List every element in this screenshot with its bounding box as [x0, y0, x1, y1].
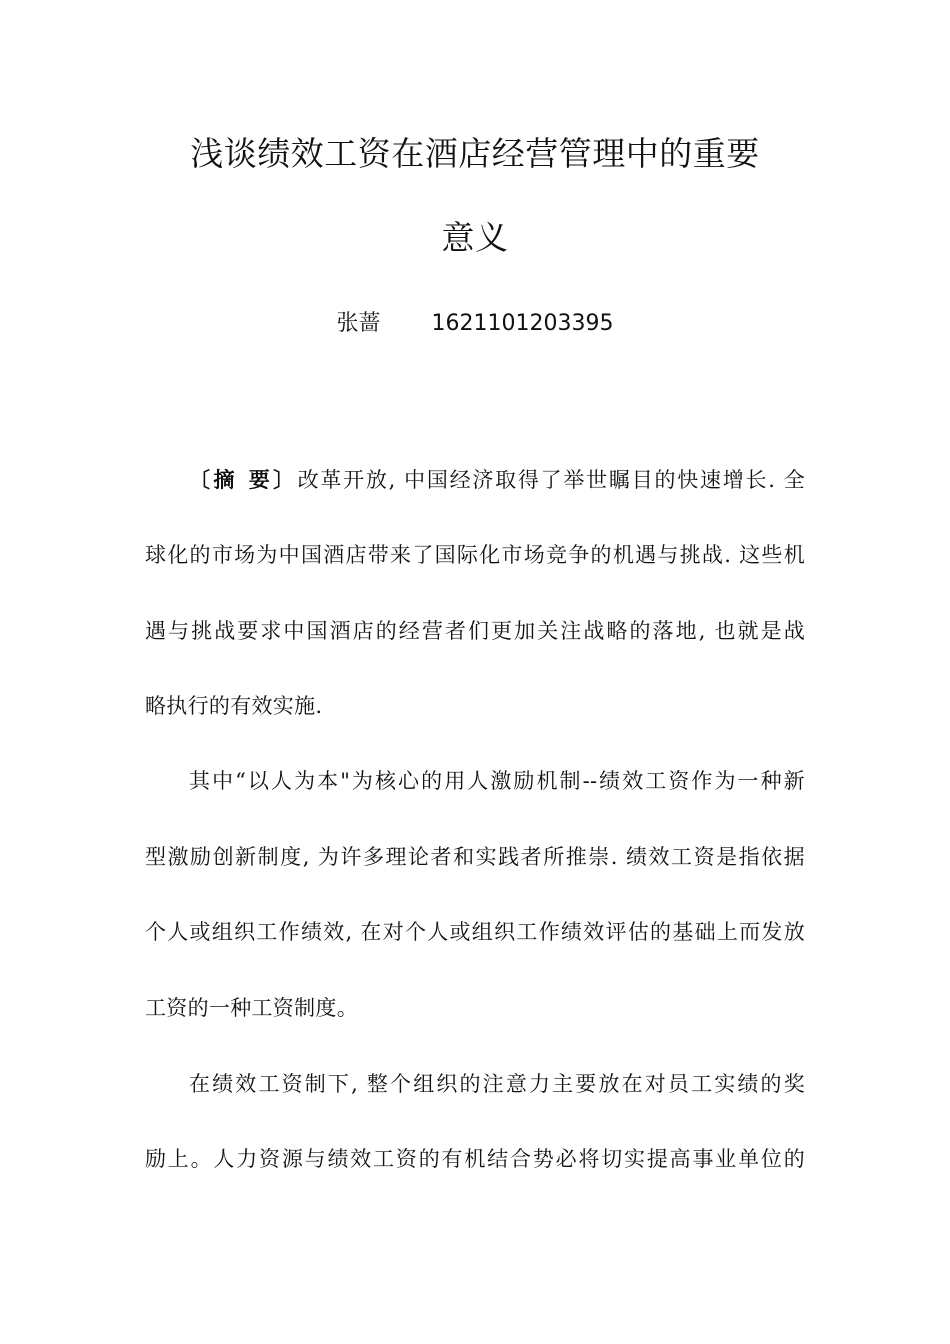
- abstract-line-4: 略执行的有效实施.: [145, 694, 323, 718]
- abstract-line-1: [189, 466, 805, 494]
- paragraph3-line-1: 在绩效工资制下, 整个组织的注意力主要放在对员工实绩的奖: [189, 1072, 805, 1096]
- document-title-line-2: 意义: [441, 218, 509, 257]
- paragraph2-line-1: 其中“以人为本"为核心的用人激励机制--绩效工资作为一种新: [189, 769, 805, 793]
- document-title-line-1: 浅谈绩效工资在酒店经营管理中的重要: [190, 134, 760, 173]
- paragraph2-line-4: 工资的一种工资制度。: [145, 996, 358, 1020]
- paragraph2-line-2: 型激励创新制度, 为许多理论者和实践者所推崇. 绩效工资是指依据: [145, 845, 805, 869]
- abstract-line-3: 遇与挑战要求中国酒店的经营者们更加关注战略的落地, 也就是战: [145, 619, 805, 643]
- abstract-line-2: 球化的市场为中国酒店带来了国际化市场竞争的机遇与挑战. 这些机: [145, 543, 805, 567]
- author-line: [0, 310, 950, 338]
- abstract-label: 〔摘 要〕: [189, 467, 298, 492]
- paragraph3-line-2: 励上。人力资源与绩效工资的有机结合势必将切实提高事业单位的: [145, 1147, 805, 1171]
- student-id: 1621101203395: [431, 311, 614, 336]
- abstract-line-1-text: 改革开放, 中国经济取得了举世瞩目的快速增长. 全: [297, 468, 805, 492]
- author-name: 张蔷: [336, 311, 381, 336]
- paragraph2-line-3: 个人或组织工作绩效, 在对个人或组织工作绩效评估的基础上而发放: [145, 920, 805, 944]
